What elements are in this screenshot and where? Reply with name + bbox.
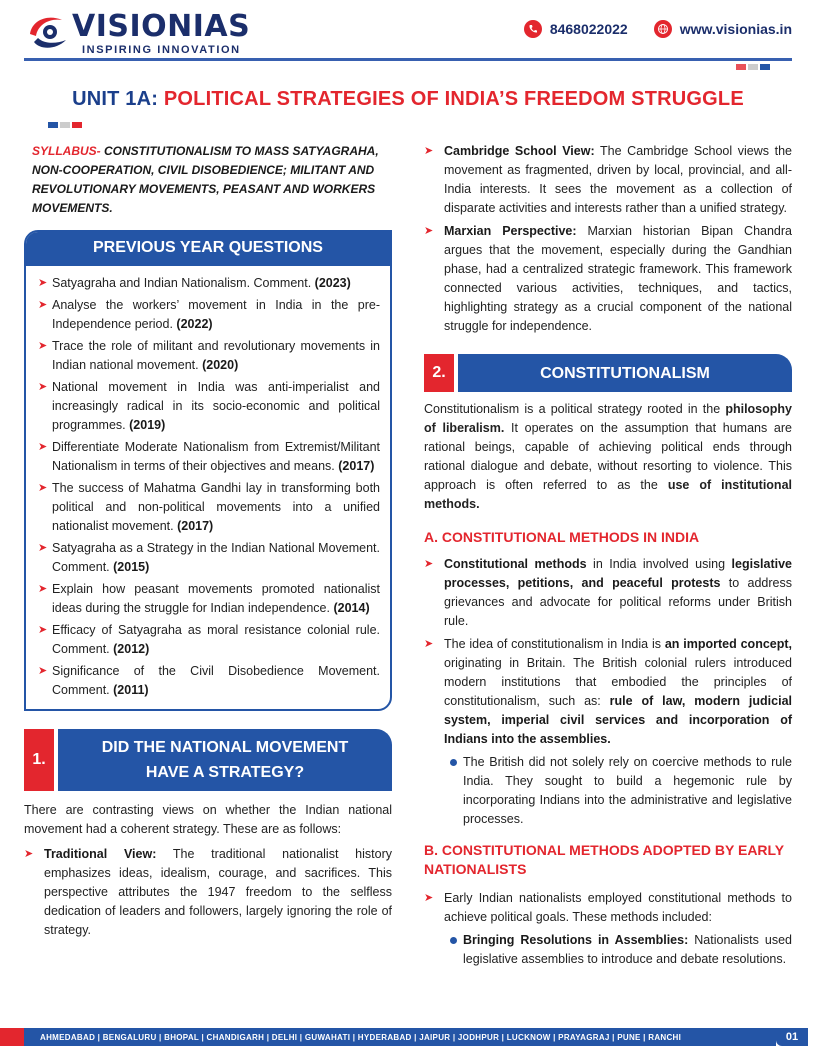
traditional-view-item: ➤ Traditional View: The traditional nationalist history emphasizes ideas, idealism, courage, and sacrifices. This perspective attributes the 1947 freedom to the selfless dedication of leaders and followers, largely ignoring the role of strategy. bbox=[24, 845, 392, 940]
title-pixel-decoration bbox=[48, 122, 82, 128]
website-link[interactable]: www.visionias.in bbox=[679, 21, 792, 37]
arrow-bullet-icon: ➤ bbox=[424, 145, 434, 157]
unit-title-main: POLITICAL STRATEGIES OF INDIA’S FREEDOM STRUGGLE bbox=[163, 88, 744, 110]
section-1-title: DID THE NATIONAL MOVEMENT HAVE A STRATEGY? bbox=[58, 729, 392, 791]
arrow-bullet-icon: ➤ bbox=[38, 542, 48, 554]
arrow-bullet-icon: ➤ bbox=[424, 225, 434, 237]
subheading-a: A. CONSTITUTIONAL METHODS IN INDIA bbox=[424, 529, 700, 545]
previous-year-questions-box bbox=[24, 230, 392, 711]
page-number: 01 bbox=[776, 1028, 808, 1046]
pyq-item: ➤ National movement in India was anti-imperialist and increasingly radical in its socio-economic and political programmes. (2019) bbox=[38, 378, 380, 435]
pyq-item: ➤ Satyagraha as a Strategy in the Indian National Movement. Comment. (2015) bbox=[38, 539, 380, 577]
visionias-logo bbox=[26, 8, 256, 54]
arrow-bullet-icon: ➤ bbox=[38, 299, 48, 311]
dot-bullet-icon bbox=[450, 937, 457, 944]
globe-icon bbox=[654, 20, 672, 38]
syllabus bbox=[24, 142, 392, 218]
phone-number[interactable]: 8468022022 bbox=[549, 21, 628, 37]
section-2-number: 2. bbox=[424, 354, 454, 392]
subheading-b: B. CONSTITUTIONAL METHODS ADOPTED BY EARLY NATIONALISTS bbox=[424, 842, 784, 877]
marxian-view-item: ➤ Marxian Perspective: Marxian historian Bipan Chandra argues that the movement, especially during the Gandhian phase, had a centralized strategic framework. This framework connected various activities, techniques, and tactics, highlighting strategy as a crucial component of the national struggle for independence. bbox=[424, 222, 792, 336]
arrow-bullet-icon: ➤ bbox=[38, 482, 48, 494]
header-pixel-decoration bbox=[736, 64, 770, 70]
pyq-item: ➤ Differentiate Moderate Nationalism from Extremist/Militant Nationalism in terms of their objectives and means. (2017) bbox=[38, 438, 380, 476]
phone-icon bbox=[524, 20, 542, 38]
arrow-bullet-icon: ➤ bbox=[424, 892, 434, 904]
logo-swoosh-icon bbox=[26, 12, 72, 52]
arrow-bullet-icon: ➤ bbox=[424, 638, 434, 650]
page-header bbox=[0, 0, 816, 80]
arrow-bullet-icon: ➤ bbox=[38, 665, 48, 677]
unit-title-prefix: UNIT 1A: bbox=[72, 88, 164, 110]
pyq-item: ➤ Significance of the Civil Disobedience Movement. Comment. (2011) bbox=[38, 662, 380, 700]
brand-name: VISIONIAS bbox=[72, 9, 251, 44]
page-footer bbox=[0, 1028, 816, 1048]
section-1-intro: There are contrasting views on whether the Indian national movement had a coherent strategy. These are as follows: bbox=[24, 803, 392, 836]
arrow-bullet-icon: ➤ bbox=[38, 624, 48, 636]
brand-tagline: INSPIRING INNOVATION bbox=[82, 44, 241, 56]
header-divider bbox=[24, 58, 792, 61]
arrow-bullet-icon: ➤ bbox=[424, 558, 434, 570]
pyq-item: ➤ Analyse the workers’ movement in India in the pre-Independence period. (2022) bbox=[38, 296, 380, 334]
dot-bullet-icon bbox=[450, 759, 457, 766]
section-1-heading bbox=[24, 729, 392, 791]
pyq-item: ➤ Satyagraha and Indian Nationalism. Comment. (2023) bbox=[38, 274, 380, 293]
pyq-item: ➤ The success of Mahatma Gandhi lay in transforming both political and non-political movements into a unified nationalist movement. (2017) bbox=[38, 479, 380, 536]
pyq-list bbox=[26, 266, 390, 709]
syllabus-label: SYLLABUS- bbox=[32, 144, 101, 158]
contact-info bbox=[524, 20, 792, 38]
resolutions-item: Bringing Resolutions in Assemblies: Nationalists used legislative assemblies to introduce and debate resolutions. bbox=[424, 931, 792, 969]
hegemonic-rule-item: The British did not solely rely on coercive methods to rule India. They sought to build a hegemonic rule by incorporating Indians into the administrative and legislative processes. bbox=[424, 753, 792, 829]
section-2-intro: Constitutionalism is a political strategy rooted in the philosophy of liberalism. It operates on the assumption that humans are rational beings, capable of achieving political ends through rational dialogue and debate, without resorting to violence. This approach is often referred to as the use of institutional methods. bbox=[424, 402, 792, 511]
left-column bbox=[24, 142, 392, 940]
arrow-bullet-icon: ➤ bbox=[38, 277, 48, 289]
arrow-bullet-icon: ➤ bbox=[24, 848, 34, 860]
unit-title bbox=[0, 88, 816, 111]
right-column bbox=[424, 142, 792, 969]
section-1-number: 1. bbox=[24, 729, 54, 791]
syllabus-text: CONSTITUTIONALISM TO MASS SATYAGRAHA, NON-COOPERATION, CIVIL DISOBEDIENCE; MILITANT AND REVOLUTIONARY MOVEMENTS, PEASANT AND WORKERS MOVEMENTS. bbox=[32, 144, 379, 215]
section-2-title: CONSTITUTIONALISM bbox=[458, 354, 792, 392]
footer-cities: AHMEDABAD | BENGALURU | BHOPAL | CHANDIGARH | DELHI | GUWAHATI | HYDERABAD | JAIPUR | JODHPUR | LUCKNOW | PRAYAGRAJ | PUNE | RANCHI bbox=[40, 1032, 682, 1042]
footer-bar bbox=[0, 1028, 776, 1046]
pyq-heading: PREVIOUS YEAR QUESTIONS bbox=[26, 232, 390, 266]
arrow-bullet-icon: ➤ bbox=[38, 583, 48, 595]
footer-accent bbox=[0, 1028, 24, 1046]
arrow-bullet-icon: ➤ bbox=[38, 340, 48, 352]
pyq-item: ➤ Trace the role of militant and revolutionary movements in Indian national movement. (2020) bbox=[38, 337, 380, 375]
arrow-bullet-icon: ➤ bbox=[38, 381, 48, 393]
arrow-bullet-icon: ➤ bbox=[38, 441, 48, 453]
imported-concept-item: ➤ The idea of constitutionalism in India is an imported concept, originating in Britain. The British colonial rulers introduced modern institutions that embodied the principles of constitutionalism, such as: rule of law, modern judicial system, imperial civil services and incorporation of Indians into the assemblies. bbox=[424, 635, 792, 749]
cambridge-view-item: ➤ Cambridge School View: The Cambridge School views the movement as fragmented, driven by local, provincial, and all-India interests. It sees the movement as a collection of disparate activities and interests rather than a unified strategy. bbox=[424, 142, 792, 218]
pyq-item: ➤ Efficacy of Satyagraha as moral resistance colonial rule. Comment. (2012) bbox=[38, 621, 380, 659]
early-nationalists-item: ➤ Early Indian nationalists employed constitutional methods to achieve political goals. These methods included: bbox=[424, 889, 792, 927]
pyq-item: ➤ Explain how peasant movements promoted nationalist ideas during the struggle for Indian independence. (2014) bbox=[38, 580, 380, 618]
section-2-heading bbox=[424, 354, 792, 392]
constitutional-methods-item: ➤ Constitutional methods in India involved using legislative processes, petitions, and peaceful protests to address grievances and advocate for political reforms under British rule. bbox=[424, 555, 792, 631]
